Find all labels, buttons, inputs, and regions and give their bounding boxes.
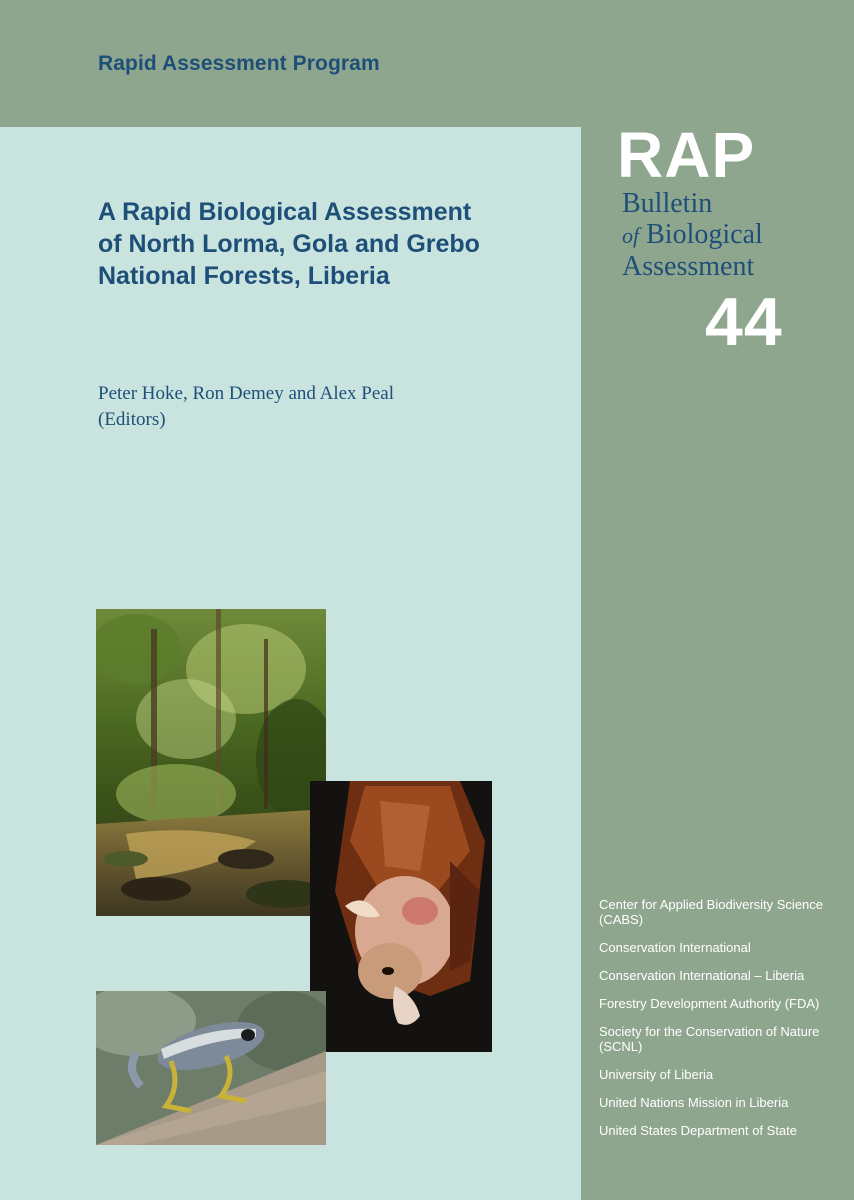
- editors: [98, 381, 394, 433]
- partner-item: Forestry Development Authority (FDA): [599, 996, 820, 1011]
- bulletin-number: 44: [705, 284, 783, 360]
- series-name: [622, 188, 763, 282]
- partner-item: Center for Applied Biodiversity Science (CABS): [599, 897, 824, 927]
- forest-stream-photo: [96, 609, 326, 916]
- series-line-2: [622, 219, 763, 251]
- partner-item: Society for the Conservation of Nature (SCNL): [599, 1024, 820, 1054]
- series-line-1: Bulletin: [622, 188, 713, 219]
- partner-item: United Nations Mission in Liberia: [599, 1095, 789, 1110]
- frog-photo: [96, 991, 326, 1145]
- program-name: Rapid Assessment Program: [98, 52, 380, 75]
- title-line: A Rapid Biological Assessment: [98, 198, 472, 226]
- partner-item: Conservation International: [599, 940, 751, 955]
- editors-names: Peter Hoke, Ron Demey and Alex Peal: [98, 383, 395, 404]
- partner-list: [599, 897, 839, 1151]
- partner-item: United States Department of State: [599, 1123, 797, 1138]
- series-line-3: Assessment: [622, 251, 755, 282]
- series-of: of: [622, 223, 640, 248]
- title-line: National Forests, Liberia: [98, 262, 390, 290]
- series-biological: Biological: [639, 219, 763, 250]
- series-acronym: RAP: [617, 119, 756, 191]
- partner-item: Conservation International – Liberia: [599, 968, 805, 983]
- partner-item: University of Liberia: [599, 1067, 714, 1082]
- editors-label: (Editors): [98, 409, 166, 430]
- title-line: of North Lorma, Gola and Grebo: [98, 230, 480, 258]
- report-title: [98, 196, 558, 292]
- hanging-bat-photo: [310, 781, 492, 1052]
